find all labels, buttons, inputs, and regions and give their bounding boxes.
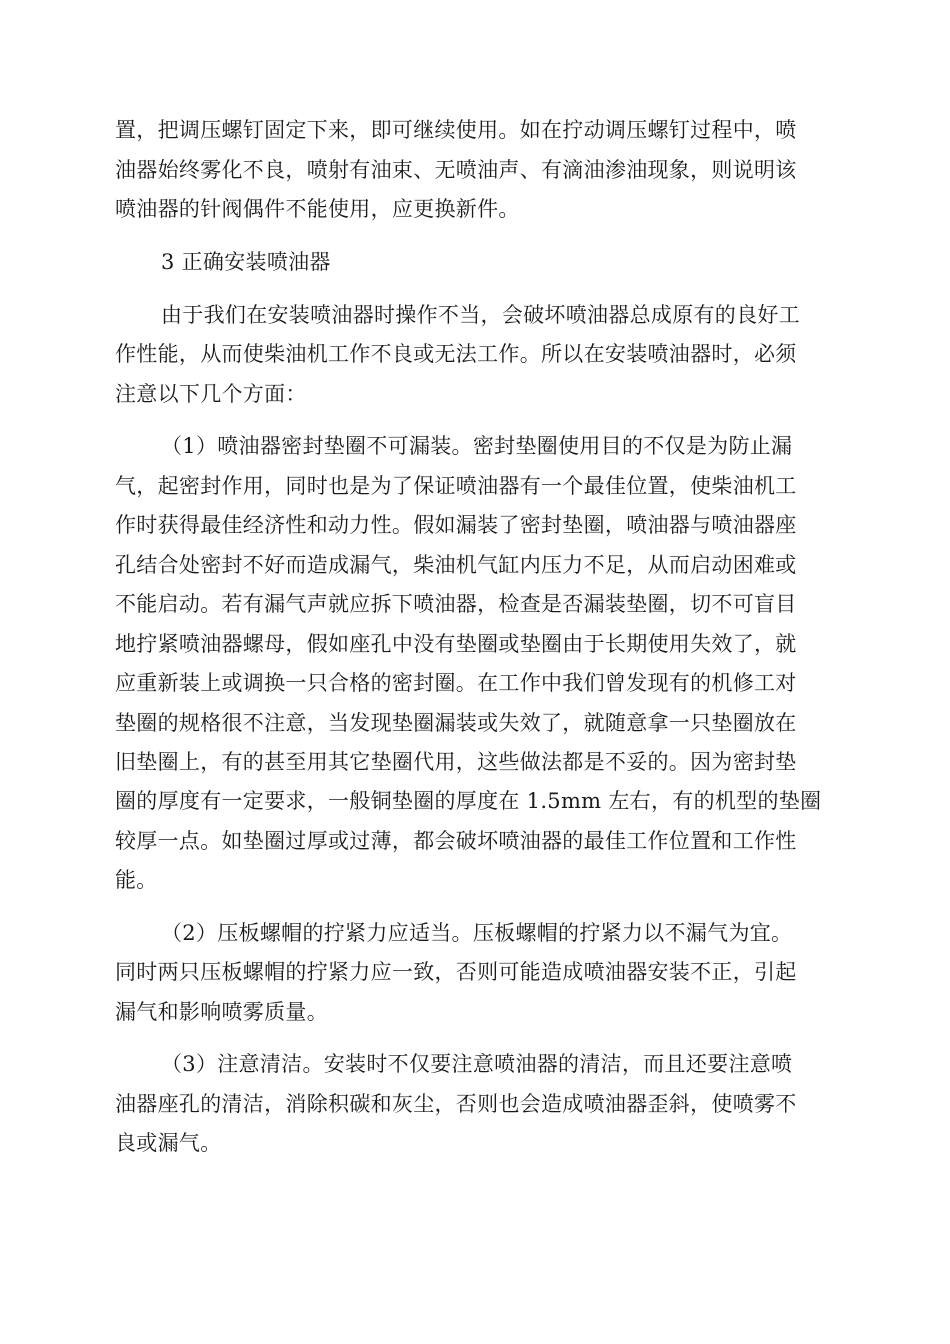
list-item-1-line-5: 不能启动。若有漏气声就应拆下喷油器，检查是否漏装垫圈，切不可盲目 [115, 592, 797, 616]
paragraph-2-line-2: 作性能，从而使柴油机工作不良或无法工作。所以在安装喷油器时，必须 [115, 342, 797, 366]
list-item-1-line-9: 旧垫圈上，有的甚至用其它垫圈代用，这些做法都是不妥的。因为密封垫 [115, 750, 797, 774]
paragraph-2-line-3: 注意以下几个方面： [115, 382, 307, 406]
list-item-1-line-6: 地拧紧喷油器螺母，假如座孔中没有垫圈或垫圈由于长期使用失效了，就 [115, 632, 797, 656]
list-item-3-line-2: 油器座孔的清洁，消除积碳和灰尘，否则也会造成喷油器歪斜，使喷雾不 [115, 1092, 797, 1116]
list-item-3-line-1: （3）注意清洁。安装时不仅要注意喷油器的清洁，而且还要注意喷 [161, 1052, 793, 1076]
list-item-1-line-1: （1）喷油器密封垫圈不可漏装。密封垫圈使用目的不仅是为防止漏 [161, 434, 793, 458]
list-item-1-line-8: 垫圈的规格很不注意，当发现垫圈漏装或失效了，就随意拿一只垫圈放在 [115, 711, 797, 735]
list-item-1-line-2: 气，起密封作用，同时也是为了保证喷油器有一个最佳位置，使柴油机工 [115, 474, 797, 498]
list-item-1-line-4: 孔结合处密封不好而造成漏气，柴油机气缸内压力不足，从而启动困难或 [115, 553, 797, 577]
list-item-3-line-3: 良或漏气。 [115, 1131, 222, 1155]
paragraph-2-line-1: 由于我们在安装喷油器时操作不当，会破坏喷油器总成原有的良好工 [161, 303, 800, 327]
list-item-2-line-2: 同时两只压板螺帽的拧紧力应一致，否则可能造成喷油器安装不正，引起 [115, 960, 797, 984]
list-item-1-line-3: 作时获得最佳经济性和动力性。假如漏装了密封垫圈，喷油器与喷油器座 [115, 513, 797, 537]
list-item-1-line-7: 应重新装上或调换一只合格的密封圈。在工作中我们曾发现有的机修工对 [115, 671, 797, 695]
list-item-1-line-12: 能。 [115, 868, 158, 892]
paragraph-1-line-2: 油器始终雾化不良，喷射有油束、无喷油声、有滴油渗油现象，则说明该 [115, 158, 797, 182]
list-item-2-line-3: 漏气和影响喷雾质量。 [115, 1000, 328, 1024]
list-item-1-line-10: 圈的厚度有一定要求，一般铜垫圈的厚度在 1.5mm 左右，有的机型的垫圈 [115, 789, 822, 813]
list-item-2-line-1: （2）压板螺帽的拧紧力应适当。压板螺帽的拧紧力以不漏气为宜。 [161, 921, 793, 945]
section-heading: 3 正确安装喷油器 [161, 250, 331, 274]
paragraph-1-line-3: 喷油器的针阀偶件不能使用，应更换新件。 [115, 197, 520, 221]
paragraph-1-line-1: 置，把调压螺钉固定下来，即可继续使用。如在拧动调压螺钉过程中，喷 [115, 118, 797, 142]
list-item-1-line-11: 较厚一点。如垫圈过厚或过薄，都会破坏喷油器的最佳工作位置和工作性 [115, 829, 797, 853]
